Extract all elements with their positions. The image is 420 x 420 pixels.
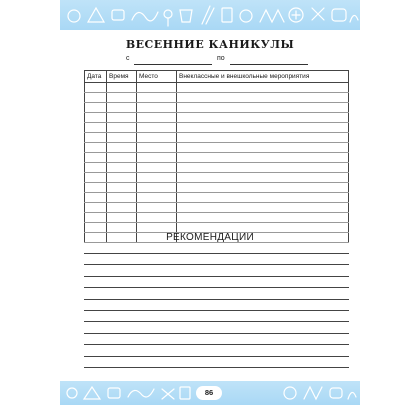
schedule-row bbox=[85, 93, 349, 103]
date-cell[interactable] bbox=[85, 113, 107, 123]
date-cell[interactable] bbox=[85, 183, 107, 193]
time-cell[interactable] bbox=[107, 203, 137, 213]
column-header-activities: Внеклассные и внешкольные мероприятия bbox=[177, 71, 349, 83]
column-header-time: Время bbox=[107, 71, 137, 83]
date-cell[interactable] bbox=[85, 173, 107, 183]
place-cell[interactable] bbox=[137, 163, 177, 173]
schedule-row bbox=[85, 123, 349, 133]
time-cell[interactable] bbox=[107, 173, 137, 183]
writing-line[interactable] bbox=[84, 287, 349, 288]
activity-cell[interactable] bbox=[177, 113, 349, 123]
activity-cell[interactable] bbox=[177, 173, 349, 183]
schedule-row bbox=[85, 183, 349, 193]
date-cell[interactable] bbox=[85, 163, 107, 173]
writing-line[interactable] bbox=[84, 356, 349, 357]
place-cell[interactable] bbox=[137, 153, 177, 163]
place-cell[interactable] bbox=[137, 213, 177, 223]
schedule-row bbox=[85, 83, 349, 93]
writing-line[interactable] bbox=[84, 276, 349, 277]
schedule-row bbox=[85, 113, 349, 123]
activity-cell[interactable] bbox=[177, 163, 349, 173]
writing-line[interactable] bbox=[84, 299, 349, 300]
schedule-table bbox=[84, 70, 349, 243]
activity-cell[interactable] bbox=[177, 123, 349, 133]
schedule-body bbox=[85, 83, 349, 243]
date-cell[interactable] bbox=[85, 123, 107, 133]
time-cell[interactable] bbox=[107, 193, 137, 203]
date-cell[interactable] bbox=[85, 133, 107, 143]
place-cell[interactable] bbox=[137, 183, 177, 193]
writing-line[interactable] bbox=[84, 264, 349, 265]
writing-line[interactable] bbox=[84, 344, 349, 345]
top-decorative-band bbox=[60, 0, 360, 30]
date-cell[interactable] bbox=[85, 143, 107, 153]
activity-cell[interactable] bbox=[177, 183, 349, 193]
activity-cell[interactable] bbox=[177, 143, 349, 153]
to-label: по bbox=[217, 55, 225, 62]
from-label: с bbox=[126, 55, 130, 62]
schedule-row bbox=[85, 213, 349, 223]
recommendations-lines bbox=[84, 253, 349, 378]
schedule-row bbox=[85, 163, 349, 173]
time-cell[interactable] bbox=[107, 113, 137, 123]
time-cell[interactable] bbox=[107, 83, 137, 93]
time-cell[interactable] bbox=[107, 143, 137, 153]
date-cell[interactable] bbox=[85, 203, 107, 213]
activity-cell[interactable] bbox=[177, 93, 349, 103]
place-cell[interactable] bbox=[137, 193, 177, 203]
activity-cell[interactable] bbox=[177, 133, 349, 143]
time-cell[interactable] bbox=[107, 163, 137, 173]
schedule-row bbox=[85, 223, 349, 233]
time-cell[interactable] bbox=[107, 133, 137, 143]
time-cell[interactable] bbox=[107, 183, 137, 193]
writing-line[interactable] bbox=[84, 253, 349, 254]
time-cell[interactable] bbox=[107, 213, 137, 223]
date-cell[interactable] bbox=[85, 153, 107, 163]
time-cell[interactable] bbox=[107, 93, 137, 103]
place-cell[interactable] bbox=[137, 223, 177, 233]
date-cell[interactable] bbox=[85, 193, 107, 203]
date-cell[interactable] bbox=[85, 93, 107, 103]
date-cell[interactable] bbox=[85, 213, 107, 223]
place-cell[interactable] bbox=[137, 103, 177, 113]
place-cell[interactable] bbox=[137, 93, 177, 103]
time-cell[interactable] bbox=[107, 123, 137, 133]
place-cell[interactable] bbox=[137, 133, 177, 143]
activity-cell[interactable] bbox=[177, 203, 349, 213]
place-cell[interactable] bbox=[137, 143, 177, 153]
period-fields bbox=[60, 55, 360, 67]
activity-cell[interactable] bbox=[177, 83, 349, 93]
activity-cell[interactable] bbox=[177, 213, 349, 223]
schedule-row bbox=[85, 173, 349, 183]
date-cell[interactable] bbox=[85, 83, 107, 93]
column-header-date: Дата bbox=[85, 71, 107, 83]
activity-cell[interactable] bbox=[177, 193, 349, 203]
place-cell[interactable] bbox=[137, 203, 177, 213]
page-number: 86 bbox=[196, 386, 222, 400]
writing-line[interactable] bbox=[84, 333, 349, 334]
schedule-row bbox=[85, 193, 349, 203]
schedule-row bbox=[85, 203, 349, 213]
column-header-place: Место bbox=[137, 71, 177, 83]
time-cell[interactable] bbox=[107, 223, 137, 233]
writing-line[interactable] bbox=[84, 367, 349, 368]
date-cell[interactable] bbox=[85, 223, 107, 233]
place-cell[interactable] bbox=[137, 83, 177, 93]
page-title: ВЕСЕННИЕ КАНИКУЛЫ bbox=[125, 38, 295, 51]
writing-line[interactable] bbox=[84, 310, 349, 311]
place-cell[interactable] bbox=[137, 123, 177, 133]
schedule-row bbox=[85, 153, 349, 163]
schedule-row bbox=[85, 103, 349, 113]
activity-cell[interactable] bbox=[177, 103, 349, 113]
place-cell[interactable] bbox=[137, 173, 177, 183]
time-cell[interactable] bbox=[107, 103, 137, 113]
activity-cell[interactable] bbox=[177, 223, 349, 233]
writing-line[interactable] bbox=[84, 321, 349, 322]
schedule-row bbox=[85, 133, 349, 143]
recommendations-title: РЕКОМЕНДАЦИИ bbox=[166, 232, 254, 243]
schedule-header-row bbox=[85, 71, 349, 83]
date-cell[interactable] bbox=[85, 103, 107, 113]
activity-cell[interactable] bbox=[177, 153, 349, 163]
school-doodles-decoration bbox=[60, 0, 360, 30]
from-date-line[interactable] bbox=[134, 64, 212, 65]
place-cell[interactable] bbox=[137, 113, 177, 123]
time-cell[interactable] bbox=[107, 153, 137, 163]
schedule-row bbox=[85, 143, 349, 153]
to-date-line[interactable] bbox=[230, 64, 308, 65]
